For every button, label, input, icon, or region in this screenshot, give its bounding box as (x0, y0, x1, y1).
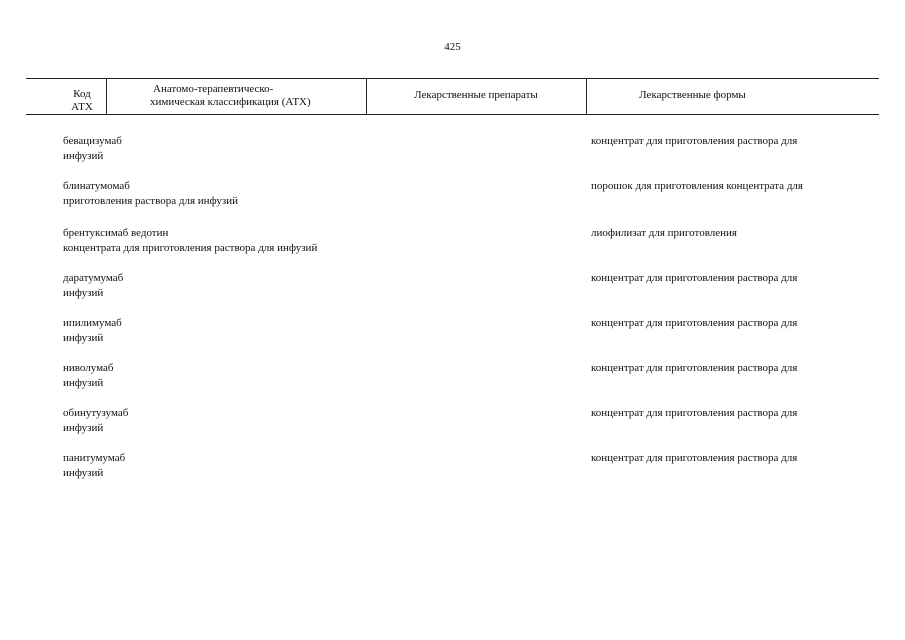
drug-name: бевацизумаб (63, 135, 122, 147)
header-code: Код АТХ (71, 88, 93, 113)
drug-continuation: концентрата для приготовления раствора для инфузий (63, 242, 318, 254)
list-item (63, 271, 583, 301)
drug-continuation: инфузий (63, 332, 104, 344)
dosage-form: концентрат для приготовления раствора для (591, 407, 798, 419)
header-forms: Лекарственные формы (639, 89, 746, 101)
dosage-form: лиофилизат для приготовления (591, 227, 737, 239)
drug-continuation: инфузий (63, 150, 104, 162)
drug-name: обинутузумаб (63, 407, 129, 419)
drug-name: блинатумомаб (63, 180, 130, 192)
list-item (63, 316, 583, 346)
header-classification-line2: химическая классификация (АТХ) (150, 96, 311, 108)
header-separator-code (106, 78, 107, 114)
drug-name: ниволумаб (63, 362, 114, 374)
drug-name: даратумумаб (63, 272, 124, 284)
list-item (63, 406, 583, 436)
header-classification-line1: Анатомо-терапевтическо- (153, 83, 274, 95)
drug-continuation: инфузий (63, 377, 104, 389)
header-classification (150, 83, 364, 109)
dosage-form: концентрат для приготовления раствора для (591, 135, 798, 147)
header-drugs: Лекарственные препараты (414, 89, 538, 101)
drug-name: панитумумаб (63, 452, 126, 464)
drug-continuation: приготовления раствора для инфузий (63, 195, 238, 207)
header-top-rule (26, 78, 879, 79)
list-item (63, 451, 583, 481)
page-number: 425 (444, 41, 461, 53)
header-bottom-rule (26, 114, 879, 115)
dosage-form: концентрат для приготовления раствора для (591, 452, 798, 464)
drug-continuation: инфузий (63, 422, 104, 434)
dosage-form: концентрат для приготовления раствора для (591, 362, 798, 374)
list-item (63, 179, 583, 209)
dosage-form: порошок для приготовления концентрата для (591, 180, 803, 192)
drug-continuation: инфузий (63, 467, 104, 479)
drug-name: брентуксимаб ведотин (63, 227, 169, 239)
list-item (63, 361, 583, 391)
list-item (63, 134, 583, 164)
header-separator-drugs (586, 78, 587, 114)
dosage-form: концентрат для приготовления раствора для (591, 317, 798, 329)
list-item (63, 226, 583, 256)
dosage-form: концентрат для приготовления раствора для (591, 272, 798, 284)
drug-continuation: инфузий (63, 287, 104, 299)
drug-name: ипилимумаб (63, 317, 122, 329)
